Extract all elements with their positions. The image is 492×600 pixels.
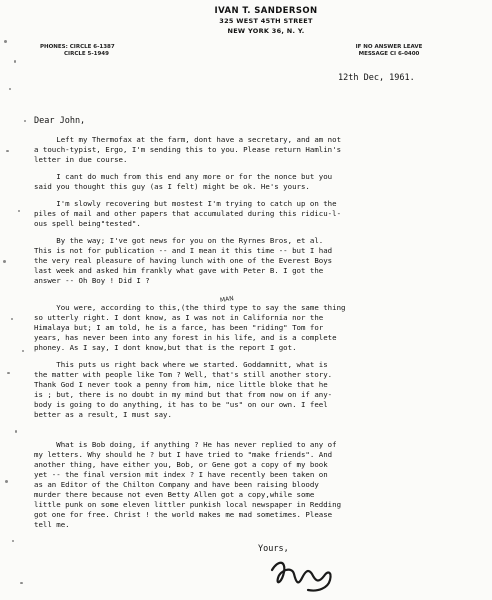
scan-speck — [18, 210, 20, 212]
paragraph-recovering: I'm slowly recovering but mostest I'm trying to catch up on the piles of mail and other papers that accumulated during this ridicu-l- ous spell being"tested". — [34, 199, 342, 228]
paragraph-by-the-way: By the way; I've got news for you on the Ryrnes Bros, et al. This is not for publication -- and I mean it this time -- but I had the very real pleasure of having lunch with one of the Everest Boys last week and asked him frankly what gave with Peter B. I got the answer -- Oh Boy ! Did I ? — [34, 236, 333, 285]
letterhead-answer — [344, 44, 434, 58]
paragraph-thermofax: Left my Thermofax at the farm, dont have a secretary, and am not a touch-typist, Ergo, I'm sending this to you. Please return Hamlin's letter in due course. — [34, 135, 342, 164]
letterhead-name: IVAN T. SANDERSON — [214, 6, 318, 16]
letterhead-street: 325 WEST 45TH STREET — [219, 17, 313, 25]
letterhead-phones-line1: PHONES: CIRCLE 6-1387 — [40, 44, 115, 50]
letterhead-phones — [40, 44, 115, 58]
scan-speck — [5, 480, 8, 483]
paragraph-you-were: You were, according to this,(the third type to say the same thing so utterly right. I dont know, as I was not in California nor the Himalaya but; I am told, he is a farce, has been "riding" Tom for years, has never been into any forest in his life, and is a complete phoney. As I say, I dont know,but that is the report I got. — [34, 303, 346, 352]
letterhead-answer-line2: MESSAGE CI 6-0400 — [358, 51, 420, 57]
scan-speck — [3, 260, 6, 263]
paragraph-goddamnitt: This puts us right back where we started. Goddamnitt, what is the matter with people like Tom ? Well, that's still another story. Thank God I never took a penny from him, nice little bloke that he is ; but, there is no doubt in my mind but that from now on if any- body is going to do anything, it has to be "us" on our own. I feel better as a result, I must say. — [34, 360, 333, 419]
scan-speck — [24, 120, 26, 122]
letterhead-answer-line1: IF NO ANSWER LEAVE — [355, 44, 423, 50]
salutation: Dear John, — [34, 116, 86, 126]
paragraph-bob: What is Bob doing, if anything ? He has never replied to any of my letters. Why should he ? but I have tried to "make friends". And another thing, have either you, Bob, or Gene got a copy of my book yet -- the final version mit index ? I have recently been taken on as an Editor of the Chilton Company and have been raising bloody murder there because not even Betty Allen got a copy,while some little punk on some eleven littler punkish local newspaper in Redding got one for free. Christ ! the world makes me mad sometimes. Please tell me. — [34, 440, 342, 529]
scan-speck — [15, 430, 17, 433]
scan-speck — [4, 40, 7, 43]
scan-speck — [7, 372, 10, 374]
letterhead-city: NEW YORK 36, N. Y. — [227, 27, 305, 35]
scan-speck — [14, 60, 16, 63]
scan-speck — [22, 350, 24, 352]
paragraph-this-guy: I cant do much from this end any more or for the nonce but you said you thought this guy (as I felt) might be ok. He's yours. — [34, 172, 333, 191]
scan-speck — [9, 88, 11, 90]
letter-date: 12th Dec, 1961. — [338, 73, 415, 83]
closing: Yours, — [258, 544, 289, 554]
scan-speck — [12, 540, 14, 542]
handwritten-margin-note: MAN — [219, 295, 235, 304]
scan-speck — [20, 582, 23, 584]
scan-speck — [6, 150, 9, 152]
letterhead-phones-line2: CIRCLE 5-1949 — [64, 51, 109, 57]
scan-speck — [11, 318, 13, 320]
signature-scribble — [268, 556, 338, 596]
